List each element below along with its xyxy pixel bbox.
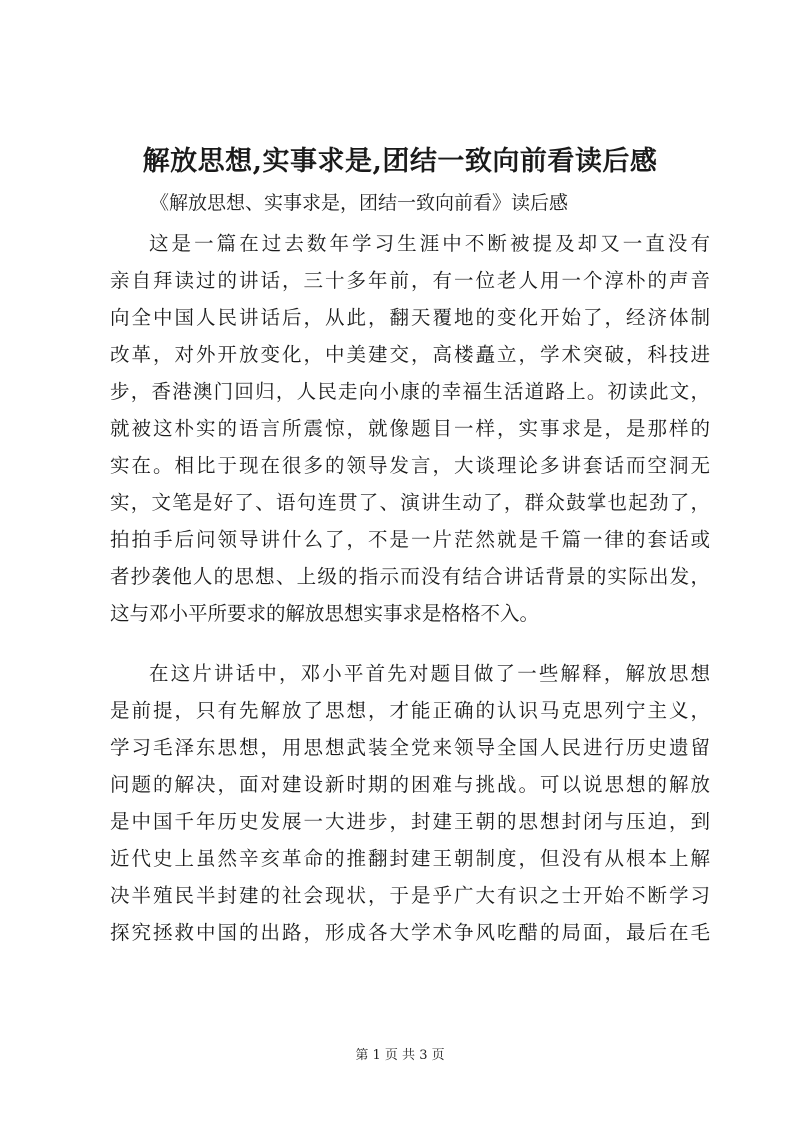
paragraph-1-line: 这与邓小平所要求的解放思想实事求是格格不入。 (110, 602, 540, 625)
paragraph-2-line: 决半殖民半封建的社会现状，于是乎广大有识之士开始不断学习 (110, 884, 710, 907)
document-title: 解放思想,实事求是,团结一致向前看读后感 (142, 146, 658, 177)
page-footer: 第 1 页 共 3 页 (355, 1048, 445, 1063)
paragraph-1-line: 者抄袭他人的思想、上级的指示而没有结合讲话背景的实际出发， (110, 565, 710, 588)
paragraph-1-line: 实在。相比于现在很多的领导发言，大谈理论多讲套话而空洞无 (110, 454, 710, 477)
paragraph-1-line: 就被这朴实的语言所震惊，就像题目一样，实事求是，是那样的 (110, 417, 710, 440)
paragraph-2-line: 学习毛泽东思想，用思想武装全党来领导全国人民进行历史遗留 (110, 736, 710, 759)
paragraph-1-line: 实，文笔是好了、语句连贯了、演讲生动了，群众鼓掌也起劲了， (110, 491, 710, 514)
document-subtitle: 《解放思想、实事求是，团结一致向前看》读后感 (150, 192, 569, 214)
paragraph-2-line: 是前提，只有先解放了思想，才能正确的认识马克思列宁主义， (110, 699, 710, 722)
paragraph-1-line: 步，香港澳门回归，人民走向小康的幸福生活道路上。初读此文， (110, 380, 710, 403)
paragraph-1-line: 拍拍手后问领导讲什么了，不是一片茫然就是千篇一律的套话或 (110, 528, 710, 551)
paragraph-2-line: 探究拯救中国的出路，形成各大学术争风吃醋的局面，最后在毛 (110, 921, 710, 944)
paragraph-1-line: 亲自拜读过的讲话，三十多年前，有一位老人用一个淳朴的声音 (110, 269, 710, 292)
paragraph-2-line: 近代史上虽然辛亥革命的推翻封建王朝制度，但没有从根本上解 (110, 847, 710, 870)
paragraph-2-line: 在这片讲话中，邓小平首先对题目做了一些解释，解放思想 (149, 662, 710, 685)
paragraph-2-line: 是中国千年历史发展一大进步，封建王朝的思想封闭与压迫，到 (110, 810, 710, 833)
paragraph-1-line: 向全中国人民讲话后，从此，翻天覆地的变化开始了，经济体制 (110, 306, 710, 329)
paragraph-2-line: 问题的解决，面对建设新时期的困难与挑战。可以说思想的解放 (110, 773, 710, 796)
paragraph-1-line: 这是一篇在过去数年学习生涯中不断被提及却又一直没有 (149, 232, 710, 255)
paragraph-1-line: 改革，对外开放变化，中美建交，高楼矗立，学术突破，科技进 (110, 343, 710, 366)
